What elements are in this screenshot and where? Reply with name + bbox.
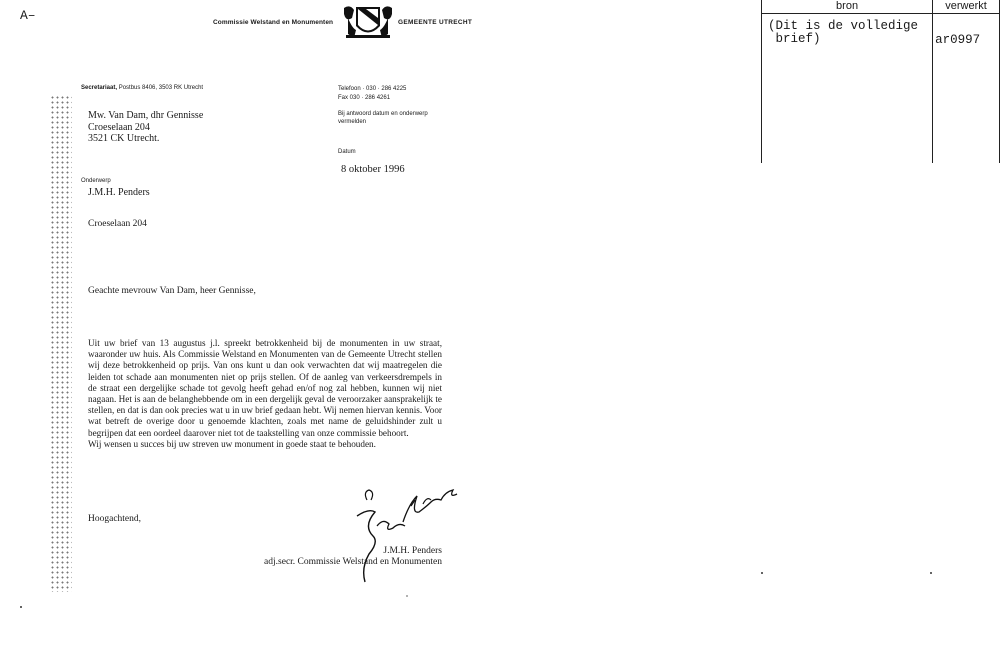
utrecht-coat-of-arms-icon [340, 4, 396, 40]
corner-mark: A– [20, 8, 36, 23]
handwritten-signature [345, 478, 460, 588]
sender-address [81, 85, 203, 91]
secretariaat-address: Postbus 8406, 3503 RK Utrecht [118, 85, 204, 91]
perforation-dots [50, 95, 72, 592]
date-label: Datum [338, 149, 356, 155]
archive-stamp-table [761, 0, 1000, 163]
letterhead-commission-name: Commissie Welstand en Monumenten [213, 19, 334, 26]
verwerkt-header: verwerkt [933, 0, 1000, 14]
scan-speck [406, 595, 408, 597]
phone-number: Telefoon · 030 · 286 4225 [338, 86, 407, 92]
contact-block [338, 85, 406, 103]
salutation: Geachte mevrouw Van Dam, heer Gennisse, [88, 286, 256, 296]
signer-role: adj.secr. Commissie Welstand en Monumenten [264, 557, 442, 567]
scan-speck [930, 572, 932, 574]
archive-stamp-row [762, 14, 1000, 164]
recipient-city: 3521 CK Utrecht. [88, 133, 160, 144]
recipient-name: Mw. Van Dam, dhr Gennisse [88, 110, 204, 121]
date-value: 8 oktober 1996 [341, 164, 405, 175]
body-paragraph-1: Uit uw brief van 13 augustus j.l. spreekt betrokkenheid bij de monumenten in uw straat, waaronder uw huis. Als Commissie Welstand en Monumenten van de Gemeente Utrecht stellen wij deze betrokkenheid op prijs. Van ons kunt u dan ook verwachten dat wij maatregelen die leiden tot schade aan monumenten niet op prijs stellen. Of de aanleg van verkeersdrempels in de straat een dergelijke schade tot gevolg heeft gehad en/of nog zal hebben, kunnen wij niet nagaan. Het is aan de belanghebbende om in een dergelijk geval de veroorzaker aansprakelijk te stellen, en dat is dan ook precies wat u in uw brief gedaan hebt. Wij nemen hiervan kennis. Voor wat betreft de overige door u genoemde klachten, zoals met name de geluidshinder zult u begrijpen dat een oordeel daarover niet tot de taakstelling van onze commissie behoort. [88, 338, 442, 438]
bron-header: bron [762, 0, 933, 14]
scan-speck [20, 606, 22, 608]
verwerkt-value: ar0997 [933, 14, 1000, 164]
recipient-address [88, 110, 203, 145]
scan-speck [761, 572, 763, 574]
archive-stamp-header [762, 0, 1000, 14]
signer-name: J.M.H. Penders [383, 546, 442, 556]
subject-value: J.M.H. Penders [88, 187, 150, 198]
body-paragraph-2: Wij wensen u succes bij uw streven uw monument in goede staat te behouden. [88, 438, 376, 449]
closing: Hoogachtend, [88, 514, 142, 524]
recipient-street: Croeselaan 204 [88, 121, 150, 133]
subject-label: Onderwerp [81, 178, 111, 184]
letterhead-municipality: GEMEENTE UTRECHT [398, 19, 473, 26]
letter-body [88, 338, 442, 450]
secretariaat-label: Secretariaat, [81, 85, 118, 91]
fax-number: Fax 030 · 286 4261 [338, 95, 391, 101]
subject-address: Croeselaan 204 [88, 219, 147, 229]
reply-instruction: Bij antwoord datum en onderwerp vermelden [338, 111, 428, 125]
bron-value: (Dit is de volledige brief) [762, 14, 933, 164]
